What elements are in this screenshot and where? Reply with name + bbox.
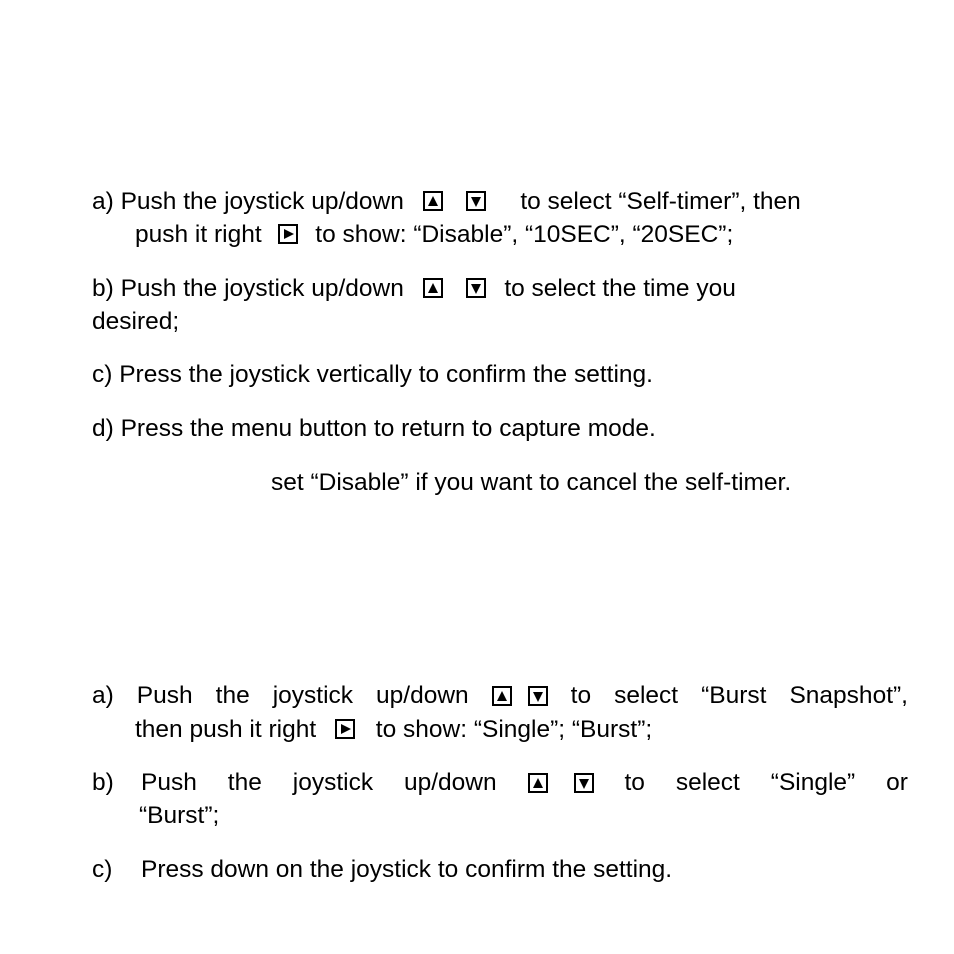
down-arrow-box-icon bbox=[574, 773, 594, 793]
burst-step-b-word: “Single” bbox=[770, 769, 856, 796]
burst-step-a-word: select bbox=[614, 682, 679, 709]
up-arrow-box-icon bbox=[423, 278, 443, 298]
burst-step-b-icons bbox=[528, 773, 594, 793]
down-arrow-box-icon bbox=[466, 278, 486, 298]
burst-step-b-word: joystick bbox=[292, 769, 374, 796]
step-a-text-end: to select “Self-timer”, then bbox=[520, 188, 801, 215]
burst-step-a-line2-end: to show: “Single”; “Burst”; bbox=[375, 716, 653, 743]
burst-step-a-line2-start: then push it right bbox=[135, 716, 317, 743]
burst-step-b-word: select bbox=[675, 769, 740, 796]
down-arrow-box-icon bbox=[466, 191, 486, 211]
burst-step-b-word: to bbox=[624, 769, 645, 796]
burst-step-b-word: or bbox=[886, 769, 908, 796]
step-a-text-start: a) Push the joystick up/down bbox=[92, 188, 404, 215]
self-timer-step-b-line1 bbox=[92, 277, 736, 302]
burst-step-c-label: c) bbox=[92, 856, 113, 883]
self-timer-note: set “Disable” if you want to cancel the self-timer. bbox=[271, 469, 792, 496]
burst-step-a-line1 bbox=[92, 684, 908, 709]
step-b-text-end: to select the time you bbox=[504, 275, 736, 302]
burst-step-a-word: joystick bbox=[272, 682, 354, 709]
burst-step-b-word: up/down bbox=[404, 769, 497, 796]
down-arrow-box-icon bbox=[528, 686, 548, 706]
self-timer-step-a-line1 bbox=[92, 190, 801, 215]
burst-step-a-word: “Burst bbox=[701, 682, 767, 709]
self-timer-step-d: d) Press the menu button to return to capture mode. bbox=[92, 415, 656, 442]
step-a-line2-end: to show: “Disable”, “10SEC”, “20SEC”; bbox=[315, 221, 734, 248]
self-timer-step-c: c) Press the joystick vertically to confirm the setting. bbox=[92, 361, 653, 388]
burst-step-a-word: up/down bbox=[376, 682, 469, 709]
self-timer-step-a-line2 bbox=[135, 223, 733, 248]
burst-step-a-word: Push bbox=[136, 682, 193, 709]
burst-step-a-word: the bbox=[215, 682, 250, 709]
step-a-line2-start: push it right bbox=[135, 221, 262, 248]
up-arrow-box-icon bbox=[492, 686, 512, 706]
burst-step-a-word: a) bbox=[92, 682, 114, 709]
burst-step-a-icons bbox=[492, 686, 548, 706]
up-arrow-box-icon bbox=[423, 191, 443, 211]
burst-step-a-word: to bbox=[570, 682, 592, 709]
step-b-text-start: b) Push the joystick up/down bbox=[92, 275, 404, 302]
right-arrow-box-icon bbox=[335, 719, 355, 739]
up-arrow-box-icon bbox=[528, 773, 548, 793]
right-arrow-box-icon bbox=[278, 224, 298, 244]
self-timer-step-b-line2: desired; bbox=[92, 308, 180, 335]
burst-step-b-label: b) bbox=[92, 769, 114, 796]
burst-step-b-line2: “Burst”; bbox=[139, 802, 220, 829]
burst-step-b-word: the bbox=[227, 769, 262, 796]
burst-step-b-line1 bbox=[141, 771, 908, 796]
burst-step-b-word: Push bbox=[141, 769, 197, 796]
burst-step-c-text: Press down on the joystick to confirm the setting. bbox=[141, 856, 673, 883]
burst-step-a-word: Snapshot”, bbox=[789, 682, 908, 709]
burst-step-a-line2 bbox=[135, 718, 652, 743]
